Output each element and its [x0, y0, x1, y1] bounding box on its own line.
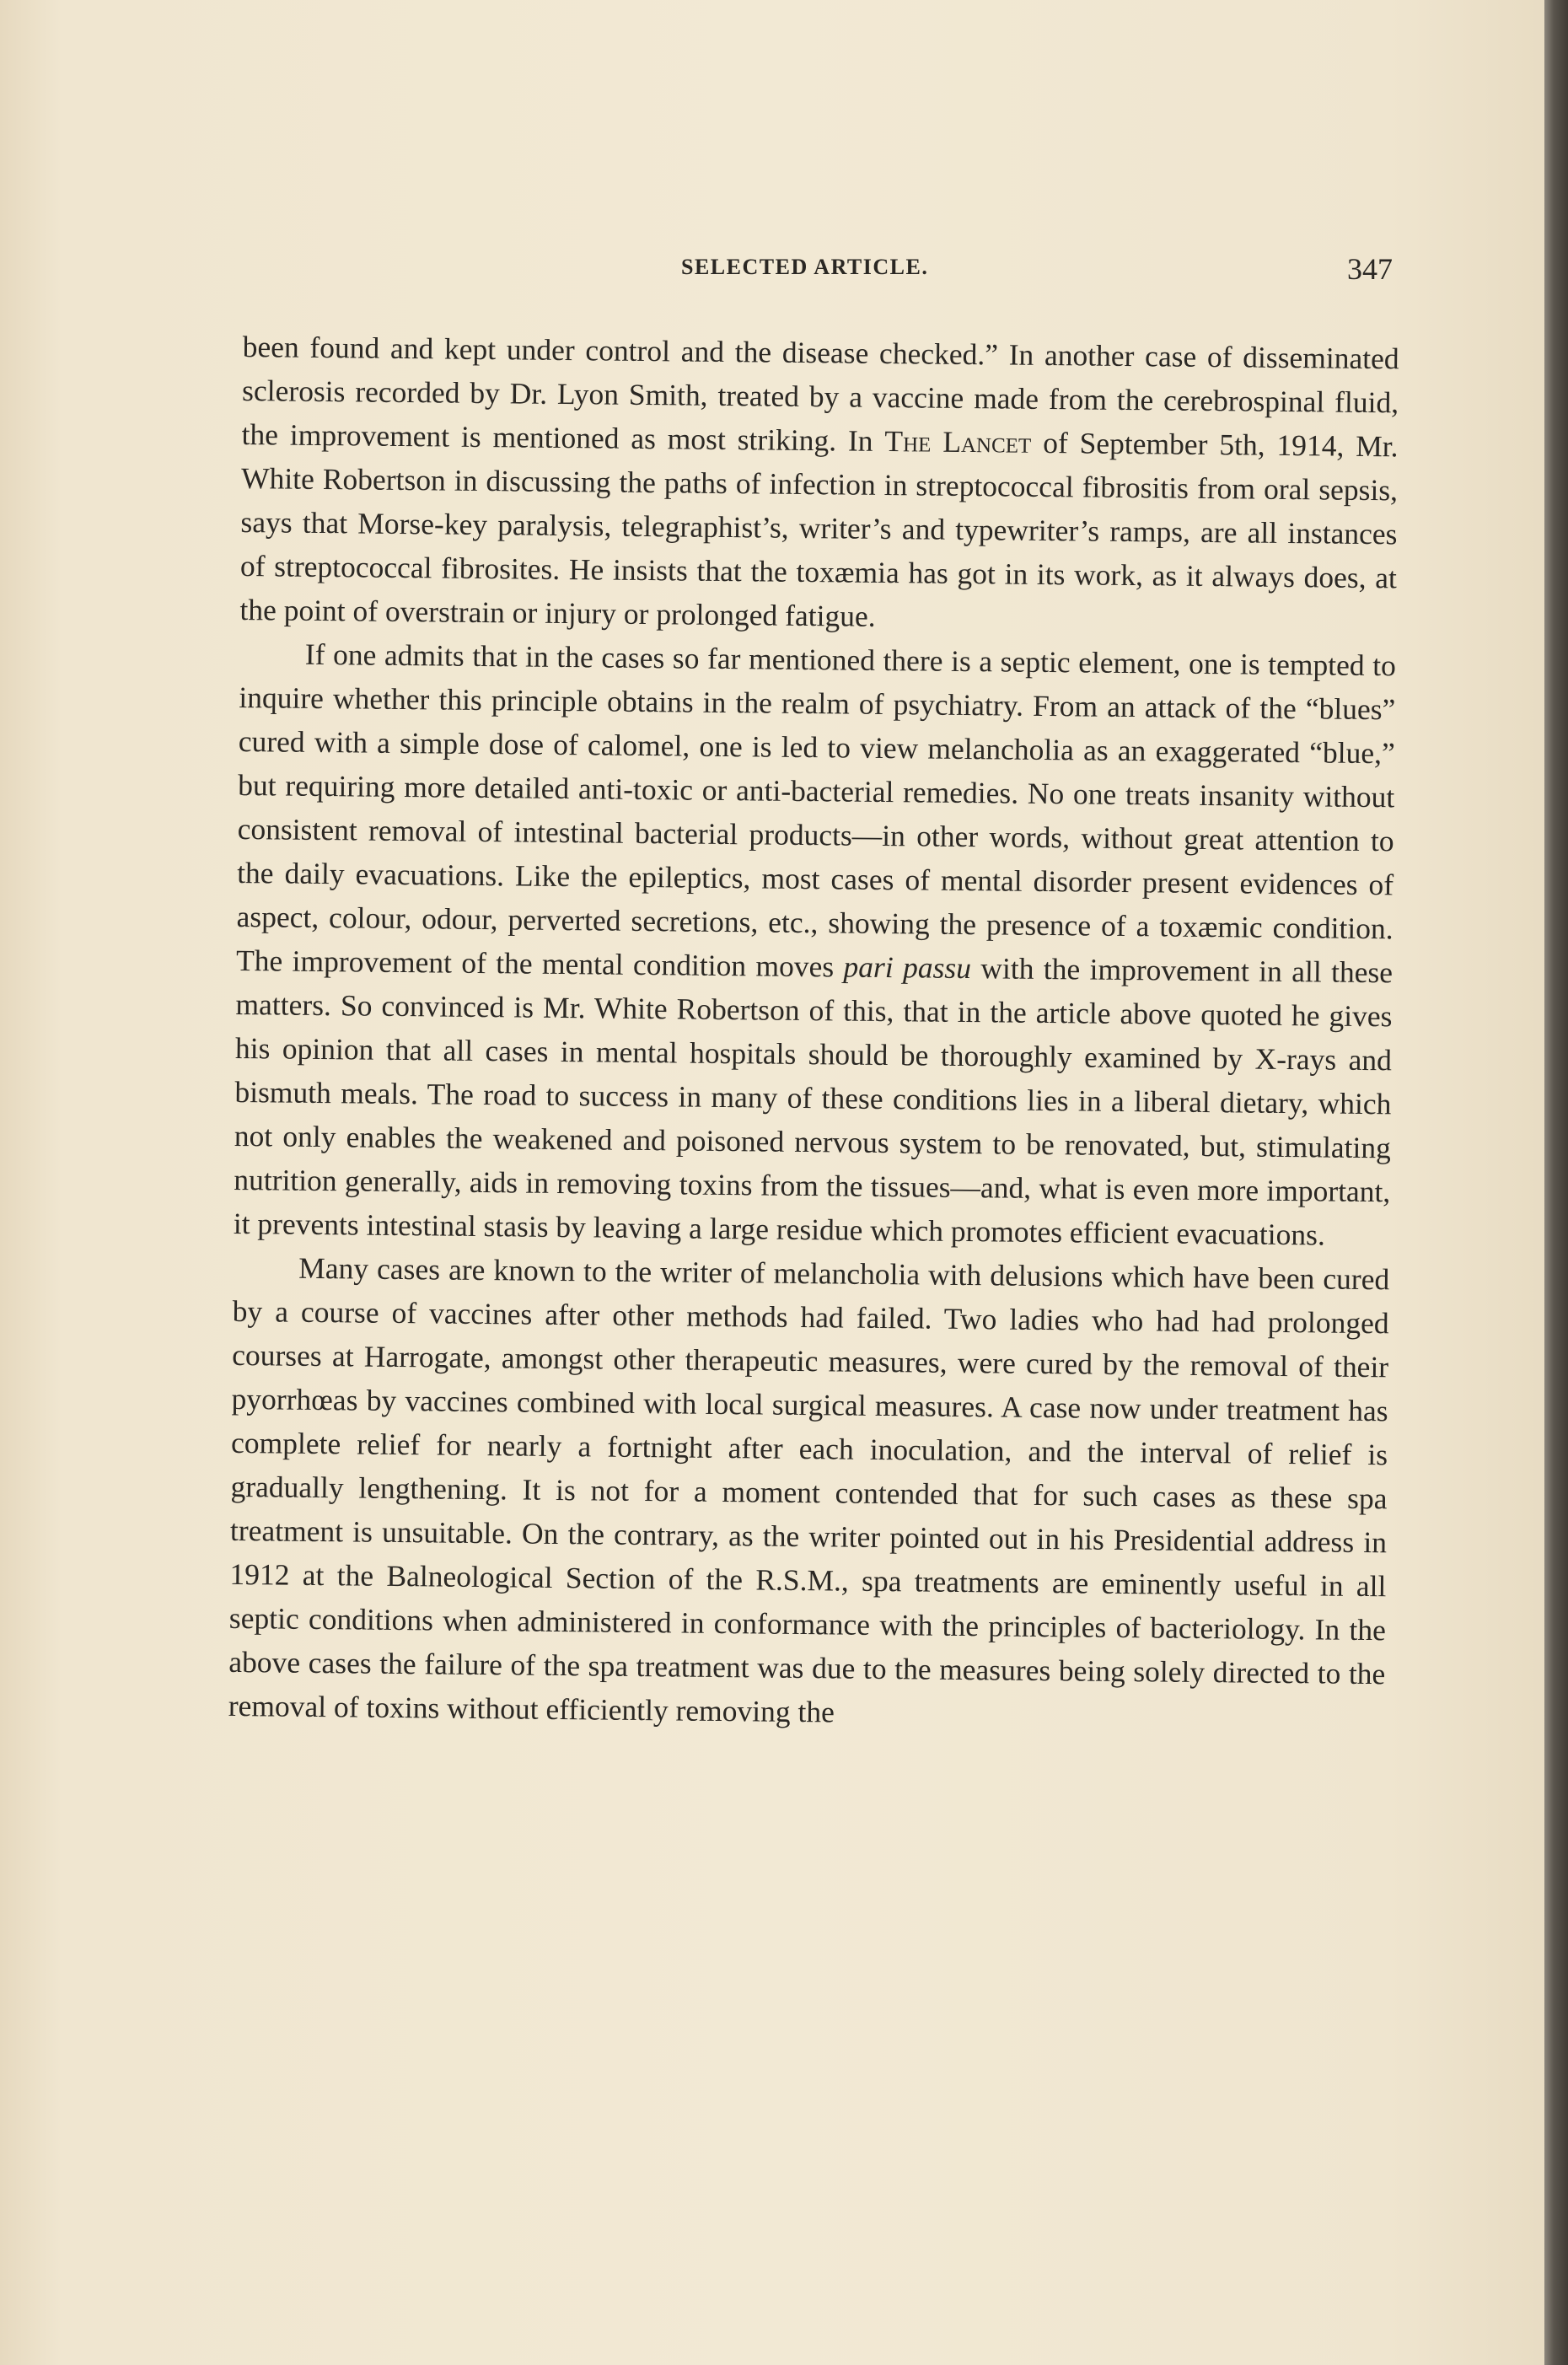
- paragraph-2-text-end: with the improvement in all these matters. So convinced is Mr. White Robertson of this, that in the article above quoted he gives his opinion that all cases in mental hospitals should be thoroughly examined by X-rays and bismuth meals. The road to success in many of these conditions lies in a liberal dietary, which not only enables the weakened and poisoned nervous system to be renovated, but, stimulating nutrition generally, aids in removing toxins from the tissues—and, what is even more important, it prevents intestinal stasis by leaving a large residue which promotes efficient evacuations.: [233, 951, 1393, 1252]
- paragraph-1: [239, 325, 1399, 643]
- page-number: 347: [1347, 252, 1393, 286]
- paragraph-2: [234, 632, 1397, 1257]
- page-edge-shadow: [1544, 0, 1568, 2365]
- latin-phrase: pari passu: [843, 949, 972, 986]
- paragraph-2-text-start: If one admits that in the cases so far mentioned there is a septic element, one is tempted to inquire whether this principle obtains in the realm of psychiatry. From an attack of the “blues” cured with a simple dose of calomel, one is led to view melancholia as an exaggerated “blue,” but requiring more detailed anti-toxic or anti-bacterial remedies. No one treats insanity without consistent removal of intestinal bacterial products—in other words, without great attention to the daily evacuations. Like the epileptics, most cases of mental disorder present evidences of aspect, colour, odour, perverted secretions, etc., showing the presence of a toxæmic condition. The improvement of the mental condition moves: [235, 637, 1397, 984]
- article-body: [228, 325, 1399, 1739]
- paragraph-1-text-end: of September 5th, 1914, Mr. White Robertson in discussing the paths of infection in streptococcal fibrositis from oral sepsis, says that Morse-key paralysis, telegraphist’s, writer’s and typewriter’s ramps, are all instances of streptococcal fibrosites. He insists that the toxæmia has got in its work, as it always does, at the point of overstrain or injury or prolonged fatigue.: [239, 425, 1399, 633]
- running-head: SELECTED ARTICLE.: [681, 255, 929, 279]
- journal-title: The Lancet: [884, 423, 1032, 460]
- paragraph-3: Many cases are known to the writer of melancholia with delusions which have been cured by a course of vaccines after other methods had failed. Two ladies who had had prolonged courses at Harrogate, amongst other therapeutic measures, were cured by the removal of their pyorrhœas by vaccines combined with local surgical measures. A case now under treatment has complete relief for nearly a fortnight after each inoculation, and the interval of relief is gradually lengthening. It is not for a moment contended that for such cases as these spa treatment is unsuitable. On the contrary, as the writer pointed out in his Presidential address in 1912 at the Balneological Section of the R.S.M., spa treatments are eminently useful in all septic conditions when administered in conformance with the principles of bacteriology. In the above cases the failure of the spa treatment was due to the measures being solely directed to the removal of toxins without efficiently removing the: [228, 1250, 1390, 1729]
- page-header: [0, 251, 1544, 293]
- paragraph-1-text-start: been found and kept under control and the disease checked.” In another case of disseminated sclerosis recorded by Dr. Lyon Smith, treated by a vaccine made from the cerebrospinal fluid, the improvement is mentioned as most striking. In: [241, 329, 1399, 458]
